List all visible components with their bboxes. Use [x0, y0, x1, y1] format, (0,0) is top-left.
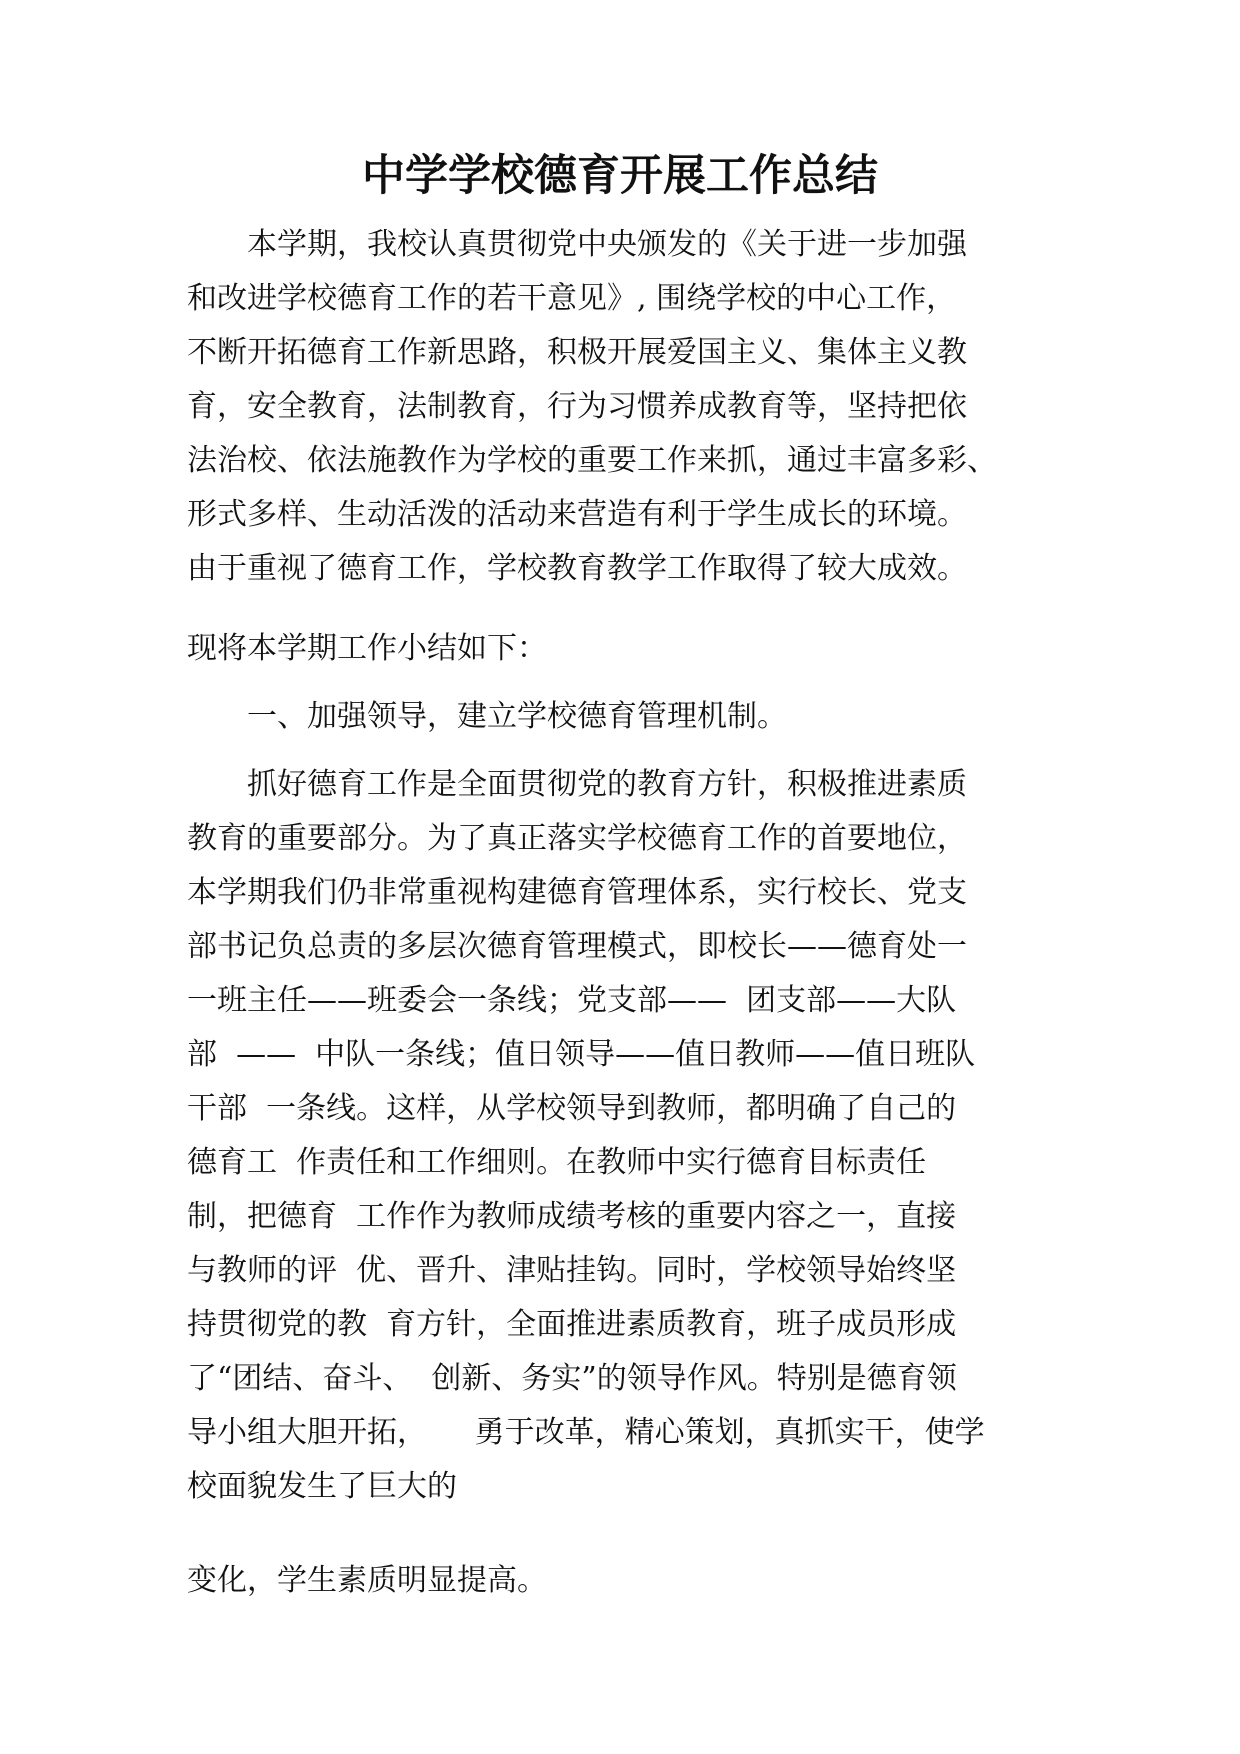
text-line: 部 —— 中队一条线；值日领导——值日教师——值日班队 — [187, 1037, 976, 1072]
text-line: 由于重视了德育工作，学校教育教学工作取得了较大成效。 — [187, 551, 967, 586]
text-line: 育，安全教育，法制教育，行为习惯养成教育等，坚持把依 — [187, 389, 967, 424]
paragraph-gap — [187, 676, 1062, 690]
leadership-paragraph — [187, 758, 1062, 1514]
text-line: 导小组大胆开拓， 勇于改革，精心策划，真抓实干，使学 — [187, 1415, 985, 1450]
paragraph-gap — [187, 744, 1062, 758]
closing-line: 变化，学生素质明显提高。 — [187, 1563, 547, 1598]
summary-intro-line: 现将本学期工作小结如下： — [187, 631, 547, 666]
text-line: 德育工 作责任和工作细则。在教师中实行德育目标责任 — [187, 1145, 927, 1180]
text-line: 本学期我们仍非常重视构建德育管理体系，实行校长、党支 — [187, 875, 967, 910]
text-line: 和改进学校德育工作的若干意见》, 围绕学校的中心工作， — [187, 281, 957, 316]
intro-paragraph — [187, 218, 1062, 596]
document-body — [187, 218, 1062, 1608]
paragraph-gap — [187, 1514, 1062, 1554]
text-line: 了“团结、奋斗、 创新、务实”的领导作风。特别是德育领 — [187, 1361, 957, 1396]
text-line: 形式多样、生动活泼的活动来营造有利于学生成长的环境。 — [187, 497, 967, 532]
text-line: 不断开拓德育工作新思路，积极开展爱国主义、集体主义教 — [187, 335, 967, 370]
text-line: 部书记负总责的多层次德育管理模式，即校长——德育处一 — [187, 929, 967, 964]
text-line: 法治校、依法施教作为学校的重要工作来抓，通过丰富多彩、 — [187, 443, 997, 478]
text-line: 抓好德育工作是全面贯彻党的教育方针，积极推进素质 — [187, 767, 967, 802]
document-title: 中学学校德育开展工作总结 — [362, 151, 878, 201]
text-line: 校面貌发生了巨大的 — [187, 1469, 457, 1504]
text-line: 与教师的评 优、晋升、津贴挂钩。同时，学校领导始终坚 — [187, 1253, 957, 1288]
text-line: 制，把德育 工作作为教师成绩考核的重要内容之一，直接 — [187, 1199, 957, 1234]
section-heading: 一、加强领导，建立学校德育管理机制。 — [187, 699, 787, 734]
text-line: 干部 一条线。这样，从学校领导到教师，都明确了自己的 — [187, 1091, 957, 1126]
text-line: 一班主任——班委会一条线；党支部—— 团支部——大队 — [187, 983, 957, 1018]
text-line: 教育的重要部分。为了真正落实学校德育工作的首要地位， — [187, 821, 967, 856]
text-line: 持贯彻党的教 育方针，全面推进素质教育，班子成员形成 — [187, 1307, 957, 1342]
text-line: 本学期，我校认真贯彻党中央颁发的《关于进一步加强 — [187, 227, 967, 262]
paragraph-gap — [187, 596, 1062, 622]
